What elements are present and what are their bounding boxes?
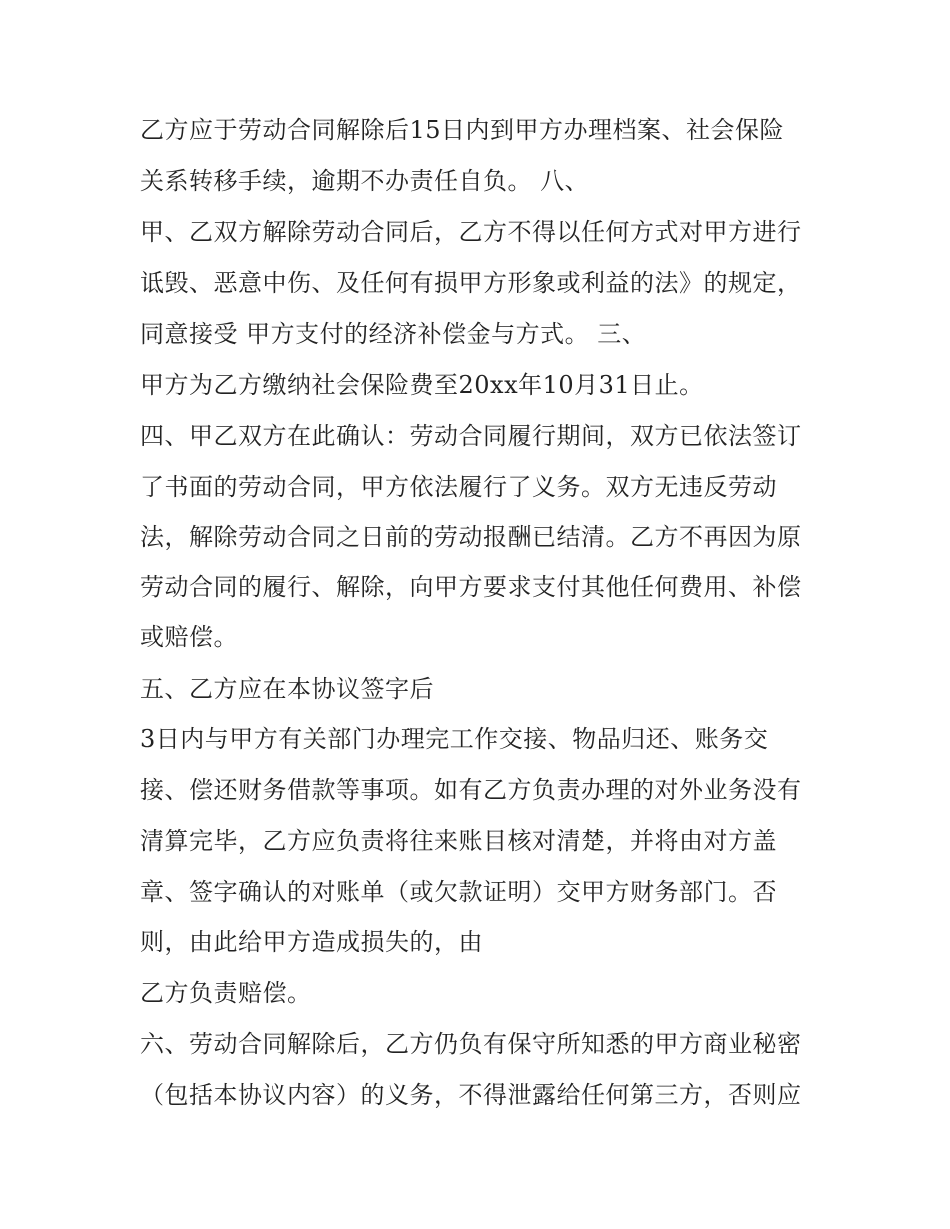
- text-line: 关系转移手续，逾期不办责任自负。 八、: [140, 167, 590, 195]
- text-line: 则，由此给甲方造成损失的，由: [140, 928, 483, 956]
- text-line: 甲、乙双方解除劳动合同后，乙方不得以任何方式对甲方进行: [140, 218, 802, 246]
- text-line: 乙方应于劳动合同解除后15日内到甲方办理档案、社会保险: [140, 116, 785, 144]
- text-line: 劳动合同的履行、解除，向甲方要求支付其他任何费用、补偿: [140, 573, 802, 601]
- text-line: 法，解除劳动合同之日前的劳动报酬已结清。乙方不再因为原: [140, 523, 802, 551]
- text-line: 了书面的劳动合同，甲方依法履行了义务。双方无违反劳动: [140, 473, 777, 501]
- text-line: 甲方为乙方缴纳社会保险费至20xx年10月31日止。: [140, 371, 704, 399]
- text-line: 乙方负责赔偿。: [140, 979, 312, 1007]
- text-line: 清算完毕，乙方应负责将往来账目核对清楚，并将由对方盖: [140, 827, 777, 855]
- text-line: 同意接受 甲方支付的经济补偿金与方式。 三、: [140, 320, 647, 348]
- text-line: 章、签字确认的对账单（或欠款证明）交甲方财务部门。否: [140, 878, 777, 906]
- text-line: 四、甲乙双方在此确认：劳动合同履行期间，双方已依法签订: [140, 422, 802, 450]
- text-line: （包括本协议内容）的义务，不得泄露给任何第三方，否则应: [140, 1081, 802, 1109]
- text-line: 诋毁、恶意中伤、及任何有损甲方形象或利益的法》的规定，: [140, 269, 802, 297]
- text-line: 接、偿还财务借款等事项。如有乙方负责办理的对外业务没有: [140, 776, 802, 804]
- text-line: 六、劳动合同解除后，乙方仍负有保守所知悉的甲方商业秘密: [140, 1030, 802, 1058]
- text-line: 或赔偿。: [140, 623, 238, 651]
- text-line: 五、乙方应在本协议签字后: [140, 675, 434, 703]
- text-line: 3日内与甲方有关部门办理完工作交接、物品归还、账务交: [140, 725, 769, 753]
